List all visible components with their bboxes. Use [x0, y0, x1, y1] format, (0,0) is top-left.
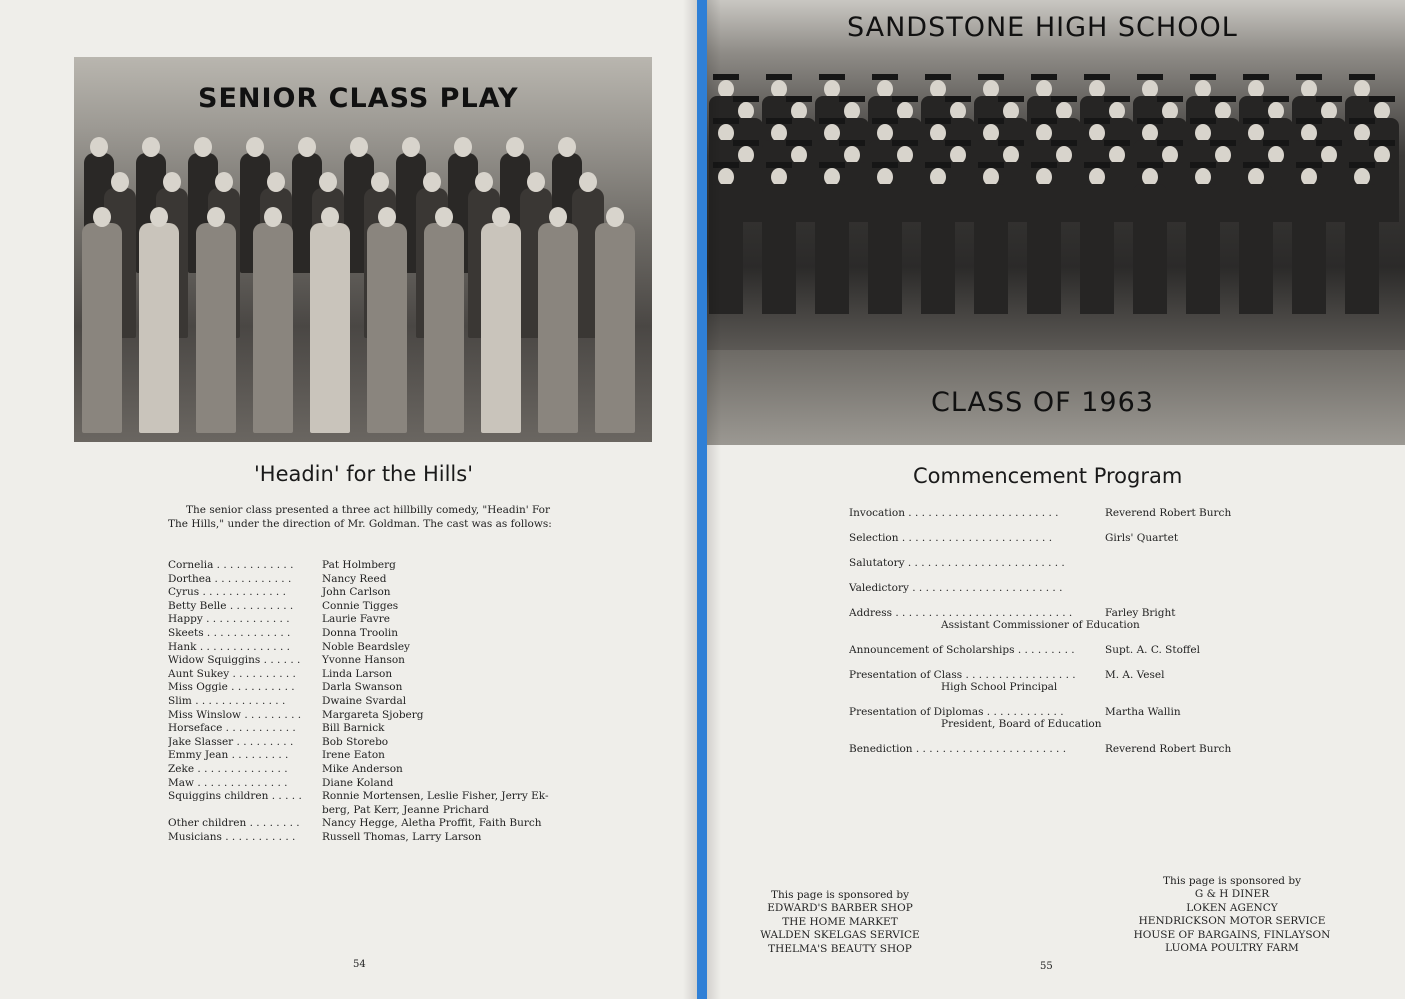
student-head: [163, 172, 181, 192]
student-head: [606, 207, 624, 227]
play-title: 'Headin' for the Hills': [254, 462, 473, 486]
cast-role: Maw . . . . . . . . . . . . . .: [168, 776, 288, 789]
cast-role: Cyrus . . . . . . . . . . . . .: [168, 586, 286, 599]
cast-actor: Yvonne Hanson: [322, 654, 405, 667]
graduate-gown: [1080, 184, 1114, 314]
cast-row: [168, 790, 568, 817]
cast-actor: Russell Thomas, Larry Larson: [322, 830, 482, 843]
cast-row: [168, 613, 568, 627]
graduate-gown: [868, 184, 902, 314]
cast-row: [168, 763, 568, 777]
cast-row: [168, 681, 568, 695]
cast-role: Skeets . . . . . . . . . . . . .: [168, 626, 291, 639]
cast-role: Musicians . . . . . . . . . . .: [168, 830, 296, 843]
program-label: Invocation . . . . . . . . . . . . . . . . . . . . . . .: [849, 507, 1059, 519]
graduate-gown: [762, 184, 796, 314]
sponsor-name: WALDEN SKELGAS SERVICE: [760, 929, 920, 942]
cast-actor: Bill Barnick: [322, 722, 385, 735]
program-person: [1105, 557, 1249, 569]
student-head: [321, 207, 339, 227]
cast-role: Miss Winslow . . . . . . . . .: [168, 708, 302, 721]
graduate-gown: [815, 184, 849, 314]
student-head: [475, 172, 493, 192]
program-label: Announcement of Scholarships . . . . . . . . .: [849, 644, 1075, 656]
program-label: Presentation of Class . . . . . . . . . . . . . . . . .: [849, 669, 1076, 681]
class-year-caption: CLASS OF 1963: [931, 387, 1154, 418]
sponsor-name: EDWARD'S BARBER SHOP: [767, 902, 913, 915]
student-head: [215, 172, 233, 192]
cast-actor: Dwaine Svardal: [322, 694, 407, 707]
program-line: [849, 557, 1249, 569]
left-page: [0, 0, 697, 999]
cast-row: [168, 559, 568, 573]
student-figure: [310, 223, 350, 433]
cast-row: [168, 722, 568, 736]
cast-actor: Nancy Hegge, Aletha Proffit, Faith Burch: [322, 817, 542, 830]
cast-actor: Diane Koland: [322, 776, 394, 789]
page-number: 55: [1040, 961, 1053, 972]
program-label: Selection . . . . . . . . . . . . . . . . . . . . . . .: [849, 532, 1053, 544]
student-head: [549, 207, 567, 227]
student-head: [579, 172, 597, 192]
program-label: Valedictory . . . . . . . . . . . . . . . . . . . . . . .: [849, 582, 1063, 594]
student-figure: [424, 223, 464, 433]
program-line: [849, 507, 1249, 519]
cast-actor: Bob Storebo: [322, 735, 389, 748]
commencement-program: [849, 507, 1249, 768]
program-line: [849, 669, 1249, 681]
cast-row: [168, 709, 568, 723]
cast-role: Squiggins children . . . . .: [168, 790, 302, 803]
play-intro: The senior class presented a three act hillbilly comedy, "Headin' For The Hills," under the direction of Mr. Goldman. The cast was as follows:: [168, 504, 552, 530]
program-person: Reverend Robert Burch: [1105, 743, 1232, 755]
program-title: Commencement Program: [913, 464, 1183, 488]
sponsor-name: THE HOME MARKET: [782, 915, 898, 928]
program-person: M. A. Vesel: [1105, 669, 1165, 681]
program-person: Supt. A. C. Stoffel: [1105, 644, 1200, 656]
student-head: [90, 137, 108, 157]
cast-role: Miss Oggie . . . . . . . . . .: [168, 681, 295, 694]
cast-role: Zeke . . . . . . . . . . . . . .: [168, 762, 288, 775]
program-line: [849, 582, 1249, 594]
cast-role: Cornelia . . . . . . . . . . . .: [168, 559, 294, 571]
program-subtitle: Assistant Commissioner of Education: [941, 619, 1140, 631]
program-item: [849, 743, 1249, 755]
student-head: [454, 137, 472, 157]
program-person: [1105, 582, 1249, 594]
program-person: Girls' Quartet: [1105, 532, 1179, 544]
student-head: [506, 137, 524, 157]
cast-list: [168, 559, 568, 844]
sponsor-name: LUOMA POULTRY FARM: [1165, 942, 1299, 955]
senior-class-play-photo: [74, 57, 652, 442]
graduate-gown: [1027, 184, 1061, 314]
graduate-gown: [974, 184, 1008, 314]
program-person: Farley Bright: [1105, 607, 1176, 619]
photo-caption: SENIOR CLASS PLAY: [198, 83, 519, 114]
student-head: [194, 137, 212, 157]
cast-role: Aunt Sukey . . . . . . . . . .: [168, 667, 296, 680]
graduate-gown: [921, 184, 955, 314]
program-label: Benediction . . . . . . . . . . . . . . . . . . . . . . .: [849, 743, 1067, 755]
cast-row: [168, 817, 568, 831]
cast-actor: Ronnie Mortensen, Leslie Fisher, Jerry Ek-berg, Pat Kerr, Jeanne Prichard: [322, 790, 549, 816]
cast-row: [168, 586, 568, 600]
program-line: [849, 644, 1249, 656]
cast-actor: Donna Troolin: [322, 626, 399, 639]
student-head: [150, 207, 168, 227]
student-figure: [253, 223, 293, 433]
program-item: [849, 607, 1249, 631]
program-label: Salutatory . . . . . . . . . . . . . . . . . . . . . . . .: [849, 557, 1065, 569]
student-figure: [538, 223, 578, 433]
student-head: [558, 137, 576, 157]
student-head: [264, 207, 282, 227]
spine-shadow: [683, 0, 697, 999]
cast-row: [168, 654, 568, 668]
student-head: [142, 137, 160, 157]
program-label: Address . . . . . . . . . . . . . . . . . . . . . . . . . . .: [849, 607, 1073, 619]
program-item: [849, 706, 1249, 730]
student-head: [492, 207, 510, 227]
page-number: 54: [353, 959, 366, 970]
program-line: [849, 607, 1249, 619]
cast-role: Betty Belle . . . . . . . . . .: [168, 599, 294, 612]
program-item: [849, 532, 1249, 544]
sponsor-name: LOKEN AGENCY: [1186, 901, 1278, 914]
cast-actor: Linda Larson: [322, 667, 393, 680]
program-item: [849, 644, 1249, 656]
student-head: [267, 172, 285, 192]
cast-row: [168, 831, 568, 845]
student-figure: [82, 223, 122, 433]
student-head: [298, 137, 316, 157]
sponsor-heading: This page is sponsored by: [770, 889, 910, 901]
graduating-class-photo: [707, 0, 1405, 445]
cast-actor: Irene Eaton: [322, 749, 385, 762]
school-name: SANDSTONE HIGH SCHOOL: [847, 12, 1238, 43]
cast-actor: Darla Swanson: [322, 681, 403, 694]
cast-role: Hank . . . . . . . . . . . . . .: [168, 640, 290, 653]
cast-role: Widow Squiggins . . . . . .: [168, 654, 301, 667]
graduate-gown: [1345, 184, 1379, 314]
graduate-gown: [1239, 184, 1273, 314]
student-figure: [481, 223, 521, 433]
cast-actor: Margareta Sjoberg: [322, 708, 424, 721]
student-head: [435, 207, 453, 227]
program-subtitle: High School Principal: [941, 681, 1058, 693]
student-head: [111, 172, 129, 192]
right-page: [707, 0, 1405, 999]
cast-role: Jake Slasser . . . . . . . . .: [168, 735, 294, 748]
spine-shadow: [707, 0, 721, 999]
cast-row: [168, 627, 568, 641]
student-figure: [595, 223, 635, 433]
cast-row: [168, 749, 568, 763]
sponsor-name: HENDRICKSON MOTOR SERVICE: [1138, 915, 1326, 928]
cast-row: [168, 777, 568, 791]
cast-row: [168, 641, 568, 655]
program-subtitle: President, Board of Education: [941, 718, 1102, 730]
student-head: [207, 207, 225, 227]
student-head: [319, 172, 337, 192]
cast-row: [168, 600, 568, 614]
student-head: [527, 172, 545, 192]
program-item: [849, 557, 1249, 569]
cast-actor: Noble Beardsley: [322, 640, 410, 653]
student-head: [93, 207, 111, 227]
student-head: [371, 172, 389, 192]
program-line: [849, 532, 1249, 544]
program-item: [849, 582, 1249, 594]
program-line: [849, 743, 1249, 755]
cast-actor: Nancy Reed: [322, 572, 387, 585]
sponsor-block-left: [745, 889, 935, 956]
program-item: [849, 507, 1249, 519]
cast-row: [168, 668, 568, 682]
sponsor-heading: This page is sponsored by: [1162, 875, 1302, 887]
program-person: Reverend Robert Burch: [1105, 507, 1232, 519]
sponsor-block-right: [1127, 875, 1337, 955]
program-item: [849, 669, 1249, 693]
graduate-gown: [1186, 184, 1220, 314]
cast-actor: Connie Tigges: [322, 599, 399, 612]
cast-row: [168, 736, 568, 750]
graduate-gown: [1133, 184, 1167, 314]
cast-actor: John Carlson: [322, 586, 391, 599]
student-head: [378, 207, 396, 227]
cast-actor: Mike Anderson: [322, 762, 403, 775]
cast-role: Dorthea . . . . . . . . . . . .: [168, 572, 292, 585]
sponsor-name: G & H DINER: [1194, 888, 1270, 901]
student-figure: [139, 223, 179, 433]
student-head: [246, 137, 264, 157]
program-label: Presentation of Diplomas . . . . . . . . . . . .: [849, 706, 1064, 718]
program-line: [849, 706, 1249, 718]
cast-role: Emmy Jean . . . . . . . . .: [168, 749, 289, 762]
graduate-gown: [1292, 184, 1326, 314]
cast-actor: Pat Holmberg: [322, 559, 396, 571]
cast-row: [168, 695, 568, 709]
cast-role: Slim . . . . . . . . . . . . . .: [168, 694, 286, 707]
cast-role: Other children . . . . . . . .: [168, 817, 300, 830]
program-person: Martha Wallin: [1105, 706, 1181, 718]
student-head: [423, 172, 441, 192]
student-figure: [367, 223, 407, 433]
sponsor-name: THELMA'S BEAUTY SHOP: [768, 942, 912, 955]
cast-role: Happy . . . . . . . . . . . . .: [168, 613, 290, 626]
sponsor-name: HOUSE OF BARGAINS, FINLAYSON: [1133, 928, 1331, 941]
student-figure: [196, 223, 236, 433]
cast-actor: Laurie Favre: [322, 613, 390, 626]
cast-role: Horseface . . . . . . . . . . .: [168, 722, 296, 735]
student-head: [350, 137, 368, 157]
cast-row: [168, 573, 568, 587]
student-head: [402, 137, 420, 157]
